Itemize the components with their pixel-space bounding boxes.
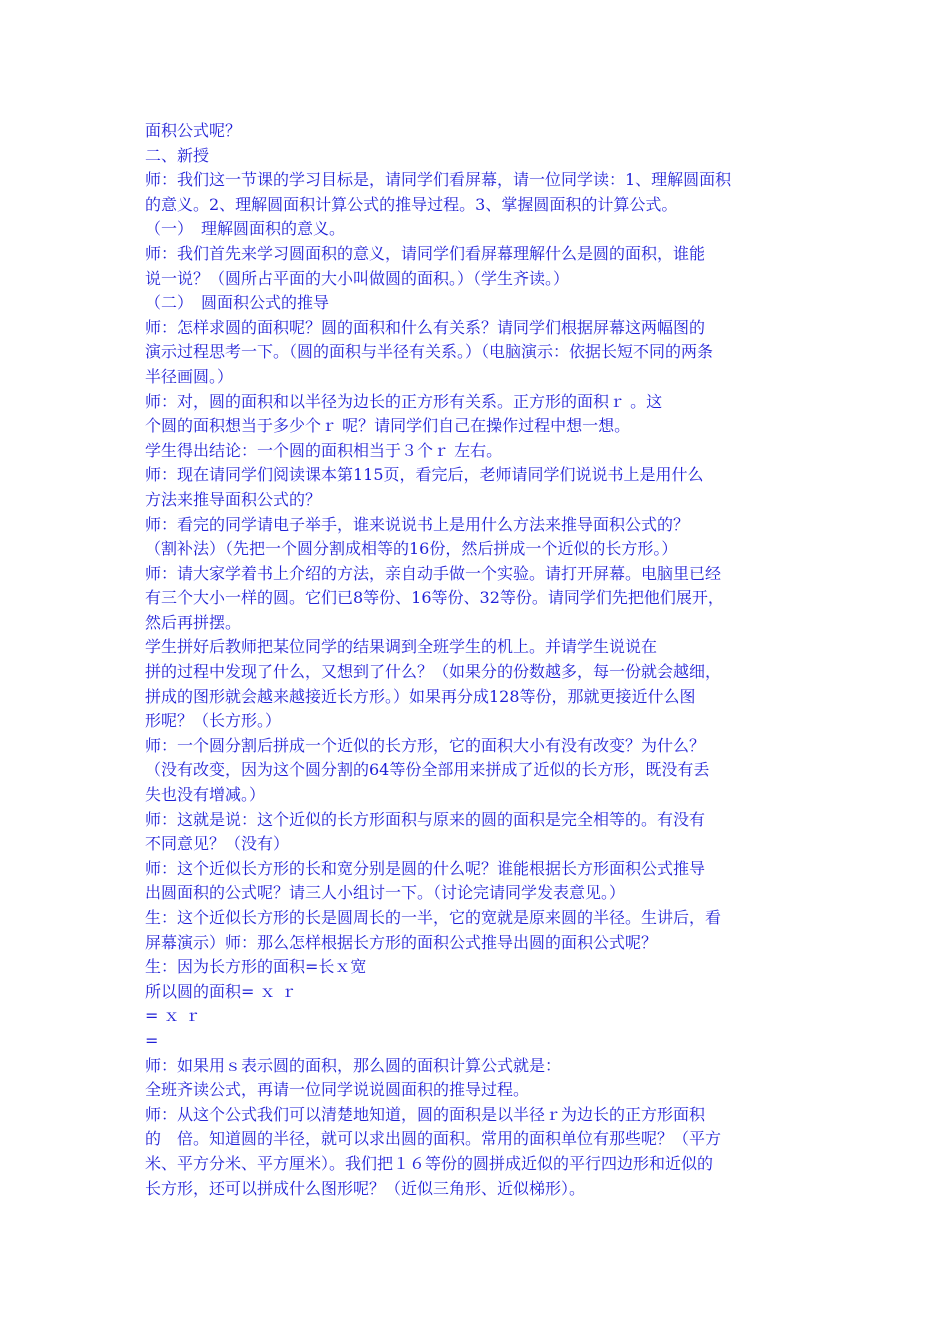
text-line: （二） 圆面积公式的推导 (145, 293, 330, 313)
text-line: 面积公式呢？ (145, 121, 242, 140)
text-line: 师：看完的同学请电子举手，谁来说说书上是用什么方法来推导面积公式的？ (145, 514, 690, 534)
text-line: 师：一个圆分割后拼成一个近似的长方形，它的面积大小有没有改变？为什么？ (145, 735, 706, 755)
text-line: 生：因为长方形的面积=长ｘ宽 (145, 957, 367, 977)
text-line: 屏幕演示）师：那么怎样根据长方形的面积公式推导出圆的面积公式呢？ (145, 932, 658, 952)
text-line: 个圆的面积想当于多少个ｒ 呢？请同学们自己在操作过程中想一想。 (145, 416, 631, 436)
text-line: 拼成的图形就会越来越接近长方形。）如果再分成128等份，那就更接近什么图 (145, 686, 696, 706)
text-line: （没有改变，因为这个圆分割的64等份全部用来拼成了近似的长方形，既没有丢 (145, 760, 710, 780)
text-line: 失也没有增减。） (145, 785, 266, 805)
text-line: 长方形，还可以拼成什么图形呢？（近似三角形、近似梯形）。 (145, 1178, 586, 1198)
text-line: 师：如果用ｓ表示圆的面积，那么圆的面积计算公式就是： (145, 1055, 562, 1075)
text-line: 拼的过程中发现了什么，又想到了什么？（如果分的份数越多，每一份就会越细， (145, 662, 722, 682)
text-line: （割补法）（先把一个圆分割成相等的16份，然后拼成一个近似的长方形。） (145, 539, 678, 559)
text-line: 师：对，圆的面积和以半径为边长的正方形有关系。正方形的面积ｒ 。这 (145, 391, 663, 411)
text-line: 的意义。2、理解圆面积计算公式的推导过程。3、掌握圆面积的计算公式。 (145, 194, 678, 214)
text-line: （一） 理解圆面积的意义。 (145, 219, 346, 239)
text-line: 半径画圆。） (145, 366, 234, 386)
text-line: 不同意见？（没有） (145, 834, 290, 854)
text-line: 师：这个近似长方形的长和宽分别是圆的什么呢？谁能根据长方形面积公式推导 (145, 858, 706, 878)
text-line: = ｘ ｒ (145, 1006, 201, 1026)
text-line: 形呢？（长方形。） (145, 711, 282, 731)
text-line: 演示过程思考一下。（圆的面积与半径有关系。）（电脑演示：依据长短不同的两条 (145, 342, 714, 362)
text-line: 米、平方分米、平方厘米）。我们把１６等份的圆拼成近似的平行四边形和近似的 (145, 1153, 714, 1173)
text-line: 有三个大小一样的圆。它们已8等份、16等份、32等份。请同学们先把他们展开， (145, 588, 724, 608)
text-line: 师：怎样求圆的面积呢？圆的面积和什么有关系？请同学们根据屏幕这两幅图的 (145, 317, 706, 337)
document-body (145, 119, 810, 1201)
text-line: 师：请大家学着书上介绍的方法，亲自动手做一个实验。请打开屏幕。电脑里已经 (145, 563, 722, 583)
text-line: 师：我们这一节课的学习目标是，请同学们看屏幕，请一位同学读：1、理解圆面积 (145, 170, 732, 190)
text-line: 二、新授 (145, 145, 210, 165)
text-line: = (145, 1030, 159, 1050)
text-line: 方法来推导面积公式的？ (145, 489, 322, 509)
text-line: 生：这个近似长方形的长是圆周长的一半，它的宽就是原来圆的半径。生讲后，看 (145, 908, 722, 927)
text-line: 学生得出结论：一个圆的面积相当于３个ｒ 左右。 (145, 440, 503, 460)
text-line: 师：我们首先来学习圆面积的意义，请同学们看屏幕理解什么是圆的面积，谁能 (145, 243, 706, 263)
text-line: 说一说？（圆所占平面的大小叫做圆的面积。）（学生齐读。） (145, 268, 570, 288)
text-line: 师：这就是说：这个近似的长方形面积与原来的圆的面积是完全相等的。有没有 (145, 809, 706, 829)
text-line: 出圆面积的公式呢？请三人小组讨一下。（讨论完请同学发表意见。） (145, 883, 626, 903)
text-line: 的 倍。知道圆的半径，就可以求出圆的面积。常用的面积单位有那些呢？（平方 (145, 1129, 722, 1149)
text-line: 所以圆的面积= ｘ ｒ (145, 981, 297, 1001)
text-line: 学生拼好后教师把某位同学的结果调到全班学生的机上。并请学生说说在 (145, 637, 658, 657)
text-line: 师：从这个公式我们可以清楚地知道，圆的面积是以半径ｒ为边长的正方形面积 (145, 1104, 706, 1124)
text-line: 师：现在请同学们阅读课本第115页，看完后，老师请同学们说说书上是用什么 (145, 465, 704, 485)
text-line: 全班齐读公式，再请一位同学说说圆面积的推导过程。 (145, 1080, 530, 1100)
text-line: 然后再拼摆。 (145, 612, 242, 632)
